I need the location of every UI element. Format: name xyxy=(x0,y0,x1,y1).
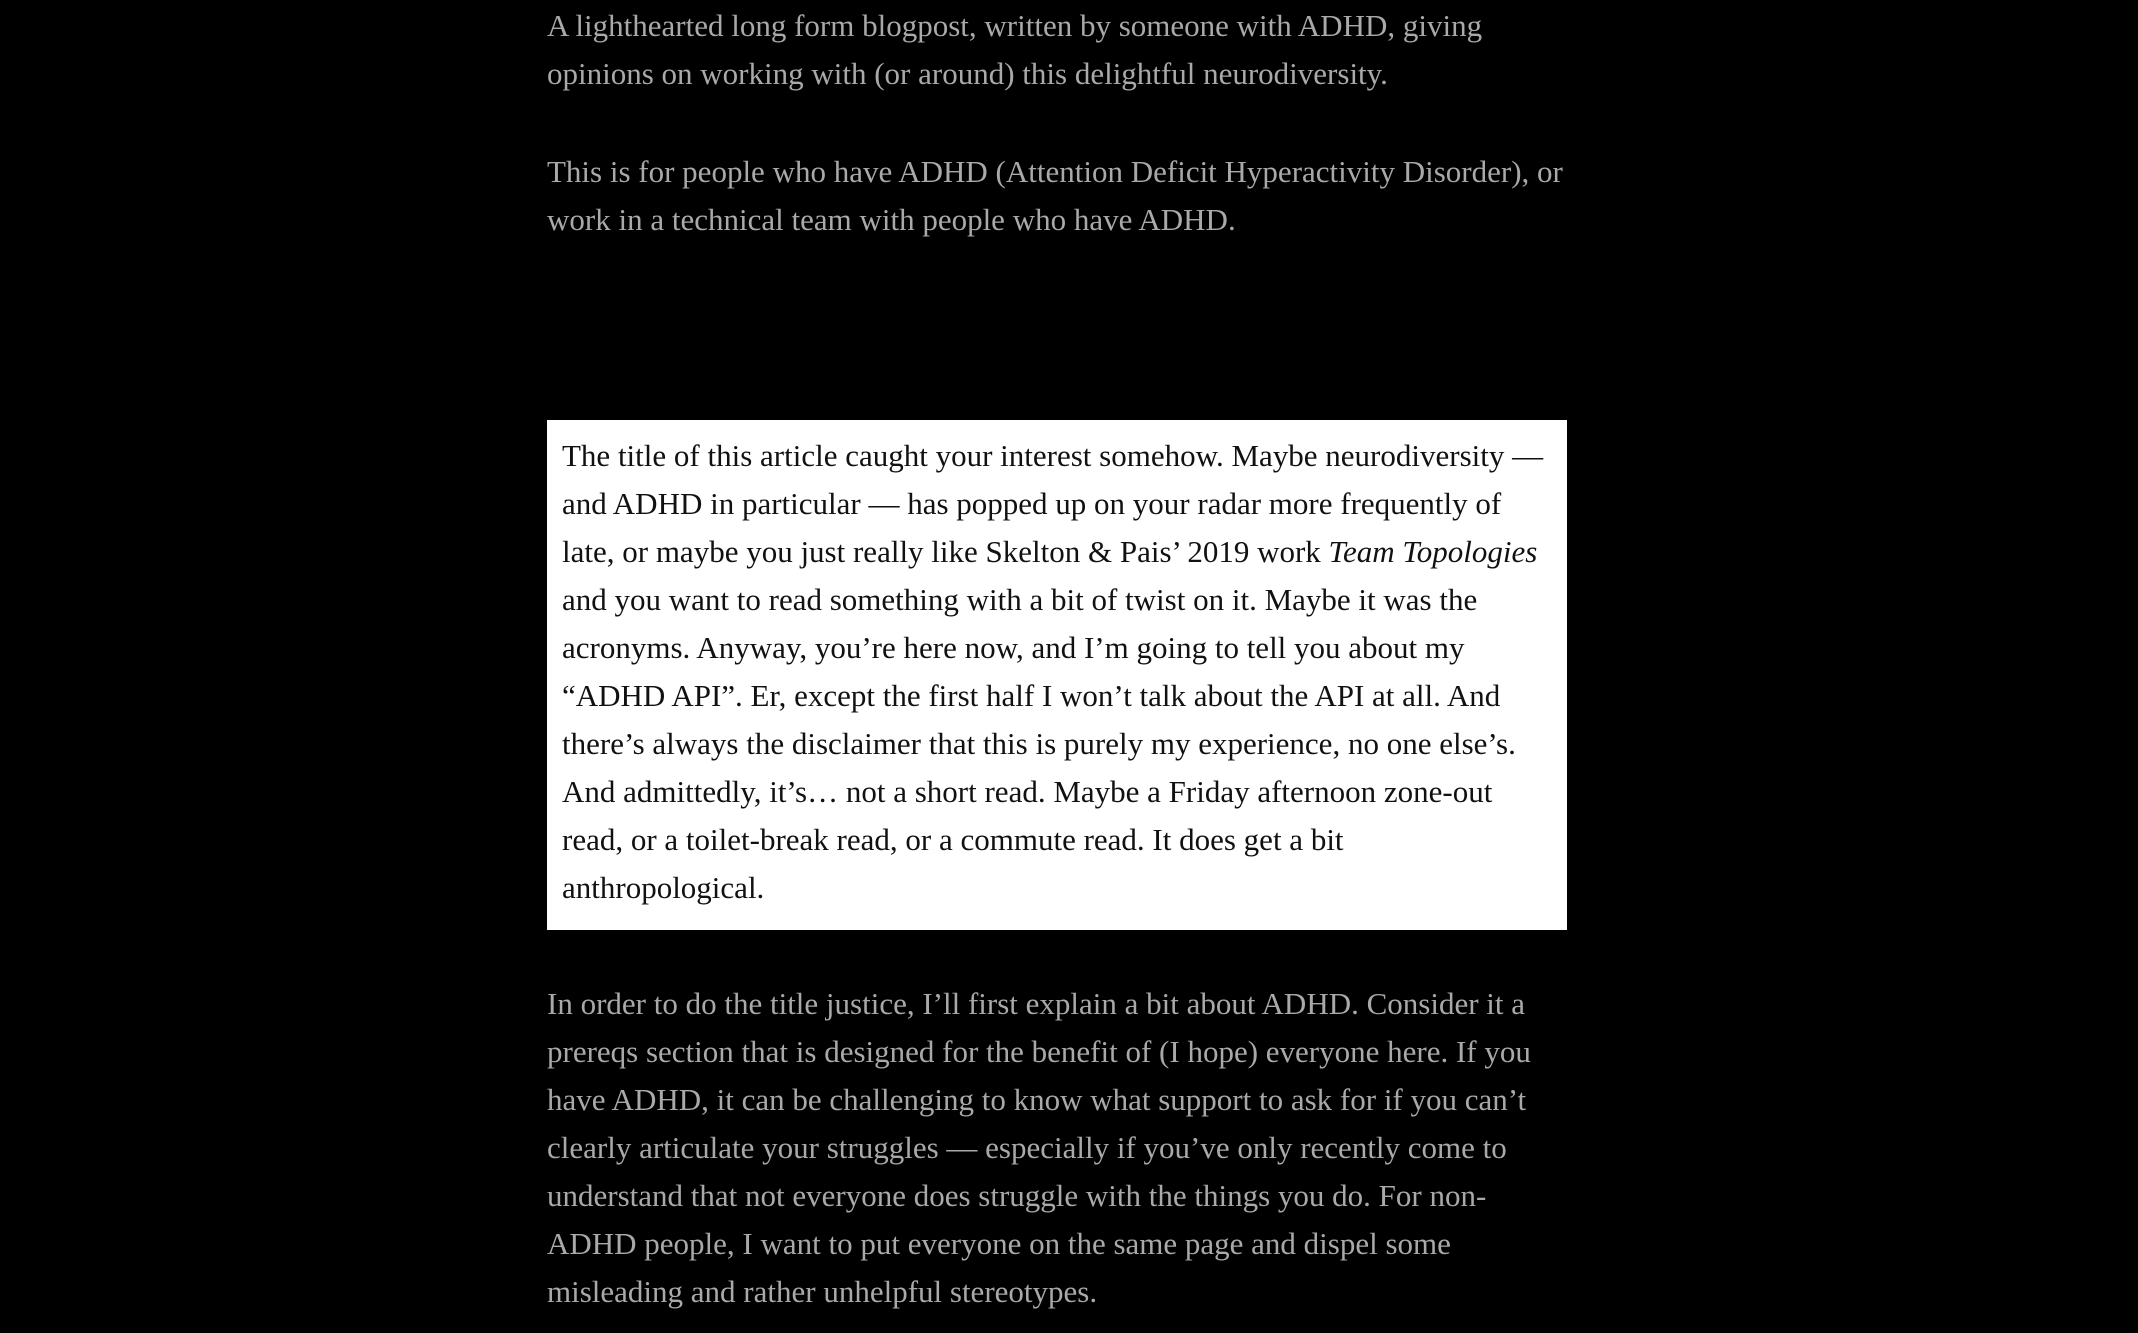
book-title: Team Topologies xyxy=(1328,534,1538,569)
focused-text-part-2: and you want to read something with a bit of twist on it. Maybe it was the acronyms. Anyway, you’re here now, and I’m going to tell you about my “ADHD API”. Er, except the first half I won’t talk about the API at all. And there’s always the disclaimer that this is purely my experience, no one else’s. And admittedly, it’s… not a short read. Maybe a Friday afternoon zone-out read, or a toilet-break read, or a commute read. It does get a bit anthropological. xyxy=(562,582,1516,905)
focused-text-part-1: The title of this article caught your interest somehow. Maybe neurodiversity — and ADHD in particular — has popped up on your radar more frequently of late, or maybe you just really like Skelton & Pais’ 2019 work xyxy=(562,438,1544,569)
focused-paragraph-box xyxy=(547,420,1567,930)
focused-paragraph xyxy=(562,432,1551,912)
audience-paragraph xyxy=(547,148,1567,244)
intro-text: A lighthearted long form blogpost, written by someone with ADHD, giving opinions on working with (or around) this delightful neurodiversity. xyxy=(547,8,1483,91)
order-paragraph xyxy=(547,980,1567,1316)
audience-text: This is for people who have ADHD (Attention Deficit Hyperactivity Disorder), or work in a technical team with people who have ADHD. xyxy=(547,154,1563,237)
order-text: In order to do the title justice, I’ll first explain a bit about ADHD. Consider it a prereqs section that is designed for the benefit of (I hope) everyone here. If you have ADHD, it can be challenging to know what support to ask for if you can’t clearly articulate your struggles — especially if you’ve only recently come to understand that not everyone does struggle with the things you do. For non-ADHD people, I want to put everyone on the same page and dispel some misleading and rather unhelpful stereotypes. xyxy=(547,986,1531,1309)
intro-paragraph xyxy=(547,2,1567,98)
